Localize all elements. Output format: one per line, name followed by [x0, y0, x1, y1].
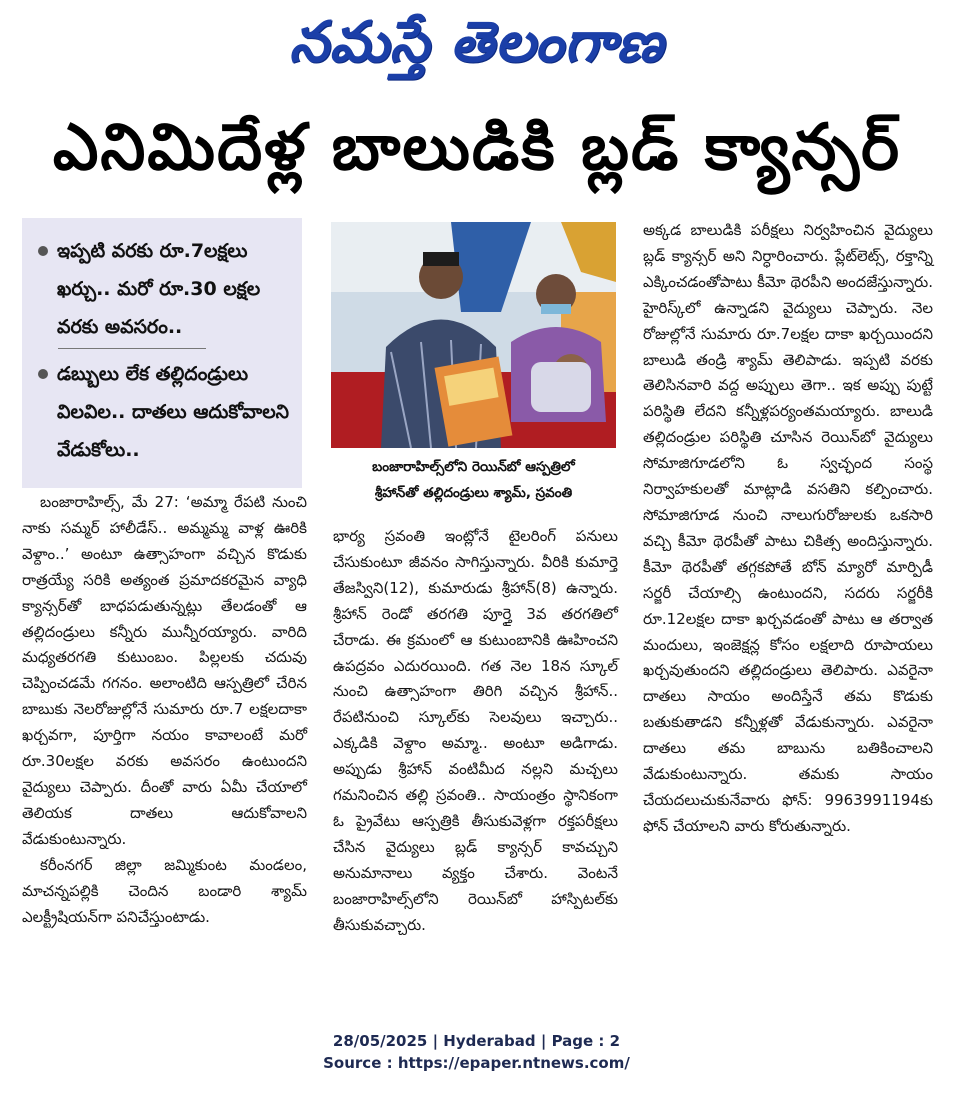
highlight-item: [38, 232, 292, 346]
highlight-divider: [58, 348, 206, 349]
article-paragraph: భార్య స్రవంతి ఇంట్లోనే టైలరింగ్ పనులు చేసుకుంటూ జీవనం సాగిస్తున్నారు. వీరికి కుమార్తె తేజస్విని(12), కుమారుడు శ్రీహాన్(8) ఉన్నారు. శ్రీహాన్ రెండో తరగతి పూర్తై 3వ తరగతిలో చేరాడు. ఈ క్రమంలో ఆ కుటుంబానికి ఊహించని ఉపద్రవం ఎదురయింది. గత నెల 18న స్కూల్ నుంచి ఉత్సాహంగా తిరిగి వచ్చిన శ్రీహాన్.. రేపటినుంచి స్కూల్‌కు సెలవులు ఇచ్చారు.. ఎక్కడికి వెళ్దాం అమ్మా.. అంటూ అడిగాడు. అప్పుడు శ్రీహాన్ వంటిమీద నల్లని మచ్చలు గమనించిన తల్లి స్రవంతి.. సాయంత్రం స్థానికంగా ఓ ప్రైవేటు ఆస్పత్రికి తీసుకువెళ్లగా రక్తపరీక్షలు చేసిన వైద్యులు బ్లడ్ క్యాన్సర్ కావచ్చుని అనుమానాలు వ్యక్తం చేశారు. వెంటనే బంజారాహిల్స్‌లోని రెయిన్‌బో హాస్పిటల్‌కు తీసుకువచ్చారు.: [333, 527, 618, 934]
footer-source-link[interactable]: Source : https://epaper.ntnews.com/: [323, 1054, 630, 1072]
article-paragraph: బంజారాహిల్స్, మే 27: ‘అమ్మా రేపటి నుంచి నాకు సమ్మర్ హాలీడేస్.. అమ్మమ్మ వాళ్ల ఊరికి వెళ్దాం..’ అంటూ ఉత్సాహంగా వచ్చిన కొడుకు రాత్రయ్యే సరికి అత్యంత ప్రమాదకరమైన వ్యాధి క్యాన్సర్‌తో బాధపడుతున్నట్లు తేలడంతో ఆ తల్లిదండ్రులు కన్నీరు మున్నీరయ్యారు. వారిది మధ్యతరగతి కుటుంబం. పిల్లలకు చదువు చెప్పించడమే గగనం. అలాంటిది ఆస్పత్రిలో చేరిన బాబుకు నెలరోజుల్లోనే సుమారు రూ.7 లక్షలదాకా ఖర్చవగా, పూర్తిగా నయం కావాలంటే మరో రూ.30లక్షల వరకు అవసరం ఉంటుందని వైద్యులు చెప్పారు. దీంతో వారు ఏమీ చేయాలో తెలియక దాతలు ఆదుకోవాలని వేడుకుంటున్నారు.: [22, 493, 307, 848]
headline-text: ఎనిమిదేళ్ల బాలుడికి బ్లడ్ క్యాన్సర్: [52, 111, 902, 185]
article-paragraph: అక్కడ బాలుడికి పరీక్షలు నిర్వహించిన వైద్యులు బ్లడ్ క్యాన్సర్ అని నిర్ధారించారు. ప్లేట్‌లెట్స్, రక్తాన్ని ఎక్కించడంతోపాటు కీమో థెరపీని అందజేస్తున్నారు. హైరిస్క్‌లో ఉన్నాడని వైద్యులు చెప్పారు. నెల రోజుల్లోనే సుమారు రూ.7లక్షల దాకా ఖర్చయిందని బాలుడి తండ్రి శ్యామ్ తెలిపాడు. ఇప్పటి వరకు తెలిసినవారి వద్ద అప్పులు తెగా.. ఇక అప్పు పుట్టే పరిస్థితి లేదని కన్నీళ్లపర్యంతమయ్యారు. బాలుడి తల్లిదండ్రుల పరిస్థితి చూసిన రెయిన్‌బో వైద్యులు సోమాజిగూడలోని ఓ స్వచ్ఛంద సంస్థ నిర్వాహకులతో మాట్లాడి వసతిని కల్పించారు. సోమాజిగూడ నుంచి నాలుగురోజులకు ఒకసారి వచ్చి కీమో థెరపీతో పాటు చికిత్స అందిస్తున్నారు. కీమో థెరపీతో తగ్గకపోతే బోన్ మ్యారో మార్పిడీ సర్జరీ చేయాల్సి ఉంటుందని, సదరు సర్జరీకి రూ.12లక్షల దాకా ఖర్చవడంతో పాటు ఆ తర్వాత మందులు, ఇంజెక్షన్ల కోసం లక్షలాది రూపాయలు ఖర్చవుతుందని తల్లిదండ్రులు తెలిపారు. ఎవరైనా దాతలు సాయం అందిస్తేనే తమ కొడుకు బతుకుతాడని కన్నీళ్లతో వేడుకున్నారు. ఎవరైనా దాతలు తమ బాబును బతికించాలని వేడుకుంటున్నారు. తమకు సాయం చేయదలుచుకునేవారు ఫోన్: 9963991194కు ఫోన్ చేయాలని వారు కోరుతున్నారు.: [643, 221, 933, 835]
family-photo-illustration: [331, 222, 616, 448]
article-column-3: [643, 218, 933, 840]
article-paragraph: కరీంనగర్ జిల్లా జమ్మికుంట మండలం, మాచన్నపల్లికి చెందిన బండారి శ్యామ్ ఎలక్ట్రీషియన్‌గా పనిచేస్తుంటాడు.: [22, 855, 307, 926]
photo-caption: [331, 454, 616, 510]
newspaper-title: నమస్తే తెలంగాణ: [289, 10, 664, 75]
caption-line: బంజారాహిల్స్‌లోని రెయిన్‌బో ఆస్పత్రిలో: [372, 459, 575, 475]
caption-line: శ్రీహాన్‌తో తల్లిదండ్రులు శ్యామ్, స్రవంతి: [374, 485, 573, 501]
news-photo: [331, 222, 616, 448]
headline: [18, 96, 936, 200]
bullet-icon: [38, 369, 48, 379]
highlight-text: డబ్బులు లేక తల్లిదండ్రులు విలవిల.. దాతలు ఆదుకోవాలని వేడుకోలు..: [57, 363, 290, 461]
highlight-text: ఇప్పటి వరకు రూ.7లక్షలు ఖర్చు.. మరో రూ.30 లక్షల వరకు అవసరం..: [57, 240, 261, 338]
bullet-icon: [38, 246, 48, 256]
article-column-2: [333, 524, 618, 939]
highlights-box: [22, 218, 302, 488]
article-column-1: [22, 490, 307, 930]
highlight-item: [38, 355, 292, 469]
masthead: [0, 2, 953, 84]
footer-date-edition: 28/05/2025 | Hyderabad | Page : 2: [332, 1032, 621, 1050]
